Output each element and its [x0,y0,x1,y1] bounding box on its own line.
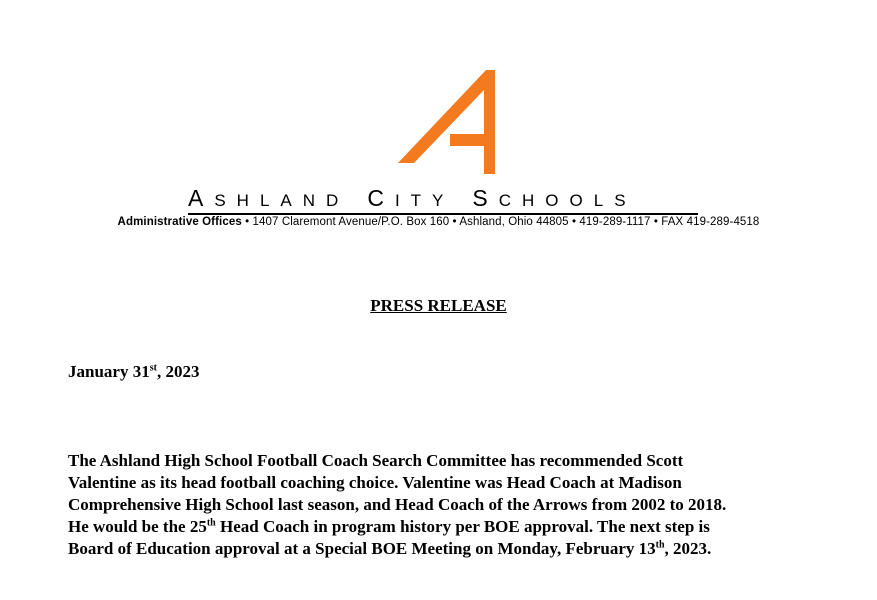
press-release-title: PRESS RELEASE [370,296,507,315]
body-line: Comprehensive High School last season, and Head Coach of the Arrows from 2002 to 2018. [68,495,727,514]
body-line: He would be the 25th Head Coach in program history per BOE approval. The next step is [68,517,710,536]
body-line: Valentine as its head football coaching choice. Valentine was Head Coach at Madison [68,473,682,492]
org-word-2: CITY [367,185,455,211]
org-word-3: SCHOOLS [472,185,637,211]
fax-number: FAX 419-289-4518 [661,216,760,228]
address-label: Administrative Offices [117,216,242,228]
phone-number: 419-289-1117 [579,216,651,228]
release-body [68,450,848,560]
release-date: January 31st, 2023 [68,362,200,381]
body-line: The Ashland High School Football Coach Search Committee has recommended Scott [68,451,684,470]
city-state-zip: Ashland, Ohio 44805 [459,216,569,228]
street-address: 1407 Claremont Avenue/P.O. Box 160 [252,216,450,228]
org-word-1: ASHLAND [188,185,350,211]
address-line: Administrative Offices • 1407 Claremont Avenue/P.O. Box 160 • Ashland, Ohio 44805 • 419-289-1117 • FAX 419-289-4518 [117,216,760,228]
body-line: Board of Education approval at a Special BOE Meeting on Monday, February 13th, 2023. [68,539,712,558]
organization-name [188,187,698,215]
ashland-logo-icon [398,68,498,176]
